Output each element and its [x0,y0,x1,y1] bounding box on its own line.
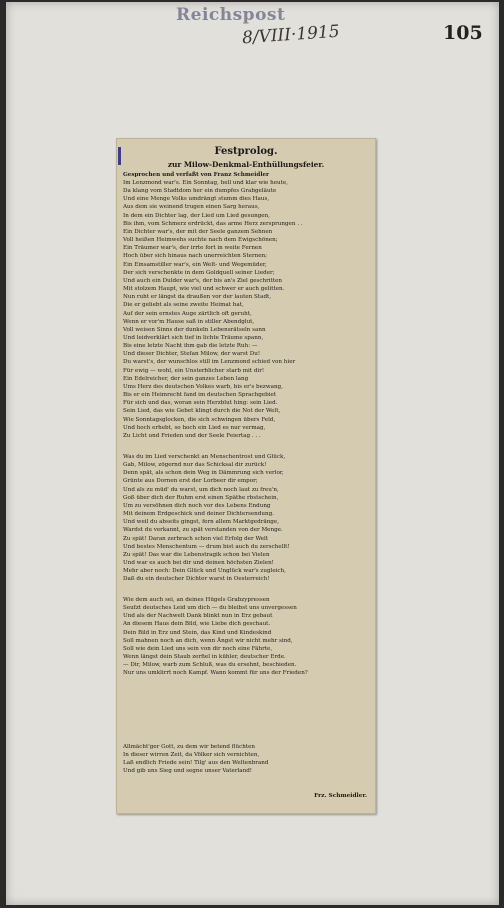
poem-line: Denn spät, als schon dein Weg in Dämmrung sich verlor, [123,470,284,477]
poem-line: Zu spät! Daran zerbrach schon viel Erfolg der Welt [123,535,269,542]
poem-line: Wardst du verkannt, zu spät verstanden von der Menge. [123,527,283,534]
poem-line: Wie Sonntagsglocken, die sich schwingen übers Feld, [123,416,276,423]
poem-line: Und war es auch bei dir und deinen höchsten Zielen! [123,560,274,567]
poem-line: In dieser wirren Zeit, da Völker sich vernichten, [123,752,260,759]
poem-line: Grünte aus Dornen erst der Lorbeer dir empor; [123,478,258,485]
poem-line: Mit stolzem Haupt, wie viel und schwer er auch gelitten. [123,286,285,293]
handwritten-date: 8/VIII·1915 [241,21,341,49]
poem-line: Und als zu müd' du warst, um dich noch laut zu freu'n, [123,486,279,493]
poem-line: Wenn er vor'm Hause saß in stiller Abendglut, [123,318,255,325]
poem-stanza-3 [123,596,371,678]
page-number: 105 [443,22,483,44]
poem-line: Zu Licht und Frieden und der Seele Feiertag . . . [123,432,261,439]
poem-stanza-4 [123,743,371,776]
poem-line: Mehr aber noch: Dein Glück und Unglück war's zugleich, [123,568,286,575]
poem-stanza-2 [123,453,371,584]
poem-line: Ein Einsamstiller war's, ein Welt- und Wegemüder, [123,261,267,268]
poem-line: Wenn längst dein Staub zerfiel in kühler, deutscher Erde. [123,654,286,661]
poem-line: Und dieser Dichter, Stefan Milow, der warst Du! [123,351,261,358]
signature: Frz. Schmeidler. [314,793,367,799]
poem-line: Wie dem auch sei, an deines Hügels Grabzypressen [123,597,270,603]
poem-line: Und bestes Menschentum — drum bist auch du zerschellt! [123,543,290,550]
poem-line: Auf der sein ernstes Auge zärtlich oft geruht, [123,310,252,317]
poem-line: Gab, Milow, zögernd nur das Schicksal dir zurück! [123,462,267,469]
poem-line: Und weil du abseits gingst, fern allem Marktgedränge, [123,519,279,526]
poem-line: Und hoch erhebt, so hoch ein Lied es nur vermag, [123,424,266,431]
poem-line: — Dir, Milow, warb zum Schluß, was du ersehnt, beschieden. [123,662,297,669]
poem-line: Und leidverklärt sich tief in lichte Träume spann, [123,334,264,341]
poem-line: Ein Träumer war's, der irrte fort in weite Fernen [123,245,262,252]
archive-page [6,2,499,905]
poem-line: Da klang vom Stadtdom her ein dumpfes Grabgeläute [123,188,277,195]
poem-line: Ein Edelreicher, der sein ganzes Leben lang [123,375,249,382]
poem-line: Für ewig — wohl, ein Unsterblicher starb mit dir! [123,367,265,374]
poem-line: Bis eine letzte Nacht ihm gab die letzte Ruh: — [123,343,258,350]
poem-line: Seufzt deutsches Leid um dich — du bleibst uns unvergessen [123,605,297,612]
poem-line: Um zu versöhnen dich noch vor des Lebens Endung [123,502,271,509]
poem-line: Hoch über sich hinaus nach unerreichten Sternen; [123,253,268,260]
newspaper-stamp: Reichspost [176,5,286,25]
poem-line: Nur uns umklirrt noch Kampf. Wann kommt für uns der Frieden? [123,670,308,677]
poem-line: Soll wie dein Lied uns sein von dir noch eine Fährte, [123,645,273,652]
clipping-title: Festprolog. [214,146,278,157]
poem-line: Und gib uns Sieg und segne unser Vaterland! [123,768,253,775]
poem-line: Und als der Nachwelt Dank blinkt nun in Erz gebaut [123,613,273,620]
poem-line: Zu spät! Das war die Lebenstragik schon bei Vielen [123,551,270,558]
poem-line: Goß über dich der Ruhm erst einen Späthe rbstschein, [123,494,279,501]
poem-line: Bis er ein Heimrecht fand im deutschen Sprachgebiet [123,392,277,399]
poem-line: Der sich verschenkte in dem Goldquell seiner Lieder; [123,269,275,276]
poem-line: Du warst's, der wunschlos still im Lenzmond schied von hier [123,359,296,366]
poem-line: Dein Bild in Erz und Stein, das Kind und Kindeskind [123,629,272,636]
poem-line: Bis ihm, vom Schmerz erdrückt, das arme Herz zersprungen . . [123,220,303,227]
clipping-subtitle: zur Milow-Denkmal-Enthüllungsfeier. [167,160,325,169]
poem-line: Soll mahnen noch an dich, wenn Ängst wir nicht mehr sind, [123,637,293,644]
poem-line: Voll weisen Sinns der dunkeln Lebensrätseln sann [123,326,266,333]
poem-line: Was du im Lied verschenkt an Menschentrost und Glück, [123,454,286,460]
poem-line: Sein Lied, das wie Gebet klingt durch die Not der Welt, [123,408,281,415]
author-line: Gesprochen und verfaßt von Franz Schmeidler [123,172,269,178]
poem-line: Und eine Menge Volks umdrängt stumm dies Haus, [123,196,270,203]
poem-line: Laß endlich Friede sein! Tilg' aus den Weltenbrand [123,760,269,767]
poem-line: Für sich und das, woran sein Herzblut hing: sein Lied. [123,400,278,407]
poem-line: Ein Dichter war's, der mit der Seele ganzem Sehnen [123,228,273,235]
poem-line: An diesem Haus dein Bild, wie Liebe dich geschaut. [123,621,271,628]
newspaper-clipping [116,138,376,814]
poem-stanza-1 [123,179,371,440]
poem-line: Mit deinem Erdgeschick und deiner Dichtersendung. [123,511,274,518]
poem-line: Ums Herz des deutschen Volkes warb, bis er's bezwang, [123,383,283,390]
poem-line: In dem ein Dichter lag, der Lied um Lied gesungen, [123,212,270,219]
poem-line: Daß du ein deutscher Dichter warst in Oesterreich! [123,576,270,583]
poem-line: Und auch ein Dulder war's, der bis an's Ziel geschritten [123,277,282,284]
poem-line: Voll heißen Heimwehs suchte nach dem Ewigschönen; [123,237,278,244]
poem-line: Allmächt'ger Gott, zu dem wir betend flüchten [123,744,255,750]
poem-line: Im Lenzmond war's. Ein Sonntag, hell und klar wie heute, [123,180,288,186]
poem-line: Aus dem sie weinend trugen einen Sarg heraus, [123,204,260,211]
poem-line: Nun ruht er längst da draußen vor der lauten Stadt, [123,294,272,301]
poem-line: Die er geliebt als seine zweite Heimat hat, [123,302,244,309]
